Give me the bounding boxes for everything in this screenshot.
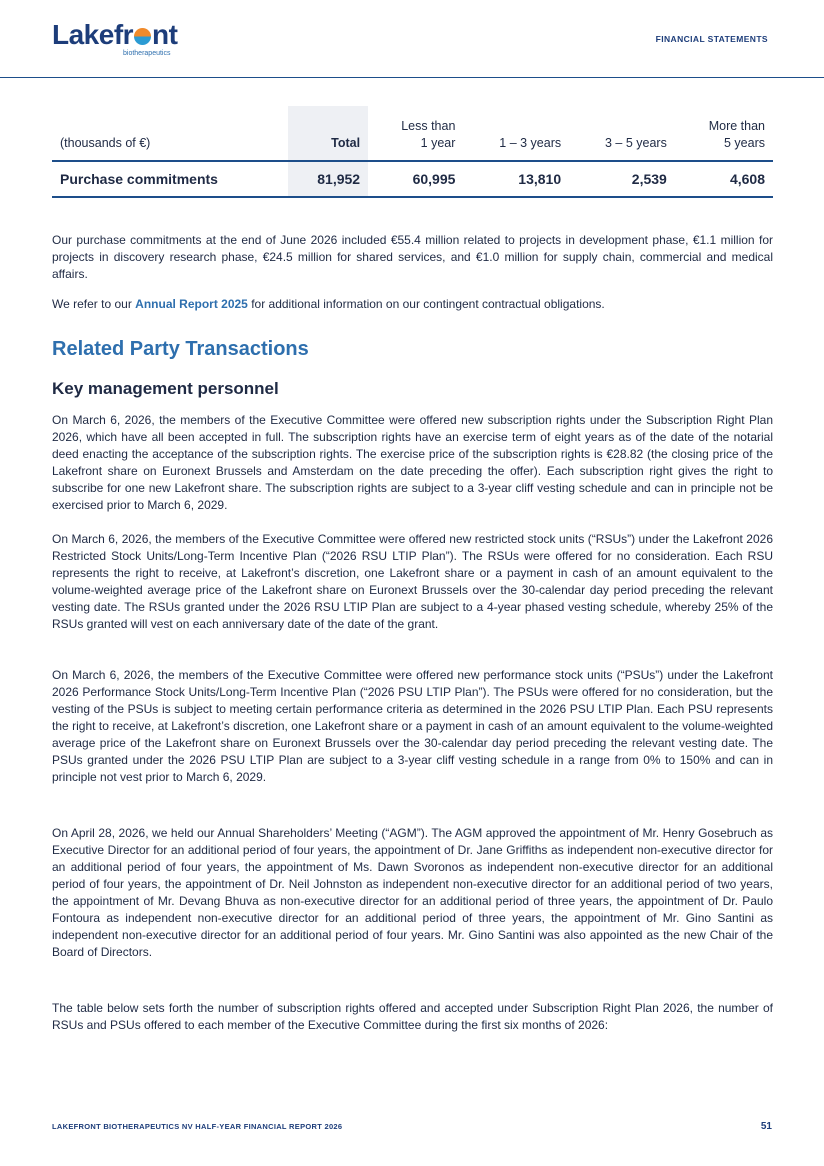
page-number: 51 bbox=[760, 1121, 772, 1132]
psu-paragraph: On March 6, 2026, the members of the Executive Committee were offered new performance stock units (“PSUs”) under the Lakefront 2026 Performance Stock Units/Long-Term Incentive Plan (“2026 PSU LTIP Plan”). The PSUs were offered for no consideration, but the vesting of the PSUs is subject to meeting certain performance criteria as determined in the 2026 PSU LTIP Plan. Each PSU represents the right to receive, at Lakefront’s discretion, one Lakefront share or a payment in cash of an amount equivalent to the volume-weighted average price of the Lakefront share on Euronext Brussels over the 30-calendar day period preceding the relevant vesting date. The PSUs granted under the 2026 PSU LTIP Plan are subject to a 3-year cliff vesting schedule in a range from 0% to 150% and can in principle not vest prior to March 6, 2029. bbox=[52, 668, 773, 784]
header-divider bbox=[0, 77, 824, 78]
commitments-paragraph: Our purchase commitments at the end of June 2026 included €55.4 million related to projects in development phase, €1.1 million for projects in discovery research phase, €24.5 million for shared services, and €1.0 million for supply chain, commercial and medical affairs. bbox=[52, 233, 773, 281]
col-header-unit: (thousands of €) bbox=[60, 136, 151, 150]
subscription-rights-paragraph: On March 6, 2026, the members of the Executive Committee were offered new subscription rights under the Subscription Right Plan 2026, which have all been accepted in full. The subscription rights have an exercise term of eight years as of the date of the notarial deed enacting the acceptance of the subscription rights. The exercise price of the subscription rights is €28.82 (the closing price of the Lakefront share on Euronext Brussels and Amsterdam on the date preceding the offer). Each subscription right gives the right to subscribe for one new Lakefront share. The subscription rights are subject to a 3-year cliff vesting schedule and can in principle not be exercised prior to March 6, 2029. bbox=[52, 413, 773, 512]
subsection-heading-key-management: Key management personnel bbox=[52, 379, 279, 398]
cell-more-than-5-years: 4,608 bbox=[675, 161, 773, 197]
col-header-less-than-1-year: Less than 1 year bbox=[401, 119, 456, 150]
cell-less-than-1-year: 60,995 bbox=[368, 161, 463, 197]
refer-paragraph: We refer to our Annual Report 2025 for additional information on our contingent contractual obligations. bbox=[52, 297, 605, 311]
col-header-total: Total bbox=[288, 106, 368, 161]
rsu-paragraph: On March 6, 2026, the members of the Executive Committee were offered new restricted stock units (“RSUs”) under the Lakefront 2026 Restricted Stock Units/Long-Term Incentive Plan (“2026 RSU LTIP Plan”). The RSUs were offered for no consideration. Each RSU represents the right to receive, at Lakefront’s discretion, one Lakefront share or a payment in cash of an amount equivalent to the volume-weighted average price of the Lakefront share on Euronext Brussels over the 30-calendar day period preceding the relevant vesting date. The RSUs granted under the 2026 RSU LTIP Plan are subject to a 4-year phased vesting schedule, whereby 25% of the RSUs granted will vest on each anniversary date of the date of the grant. bbox=[52, 532, 773, 631]
purchase-commitments-table bbox=[52, 106, 773, 198]
col-header-3-5-years: 3 – 5 years bbox=[604, 136, 667, 150]
logo-tagline: biotherapeutics bbox=[123, 50, 171, 57]
section-title: FINANCIAL STATEMENTS bbox=[655, 34, 768, 44]
col-header-1-3-years: 1 – 3 years bbox=[499, 136, 562, 150]
logo-o-icon bbox=[134, 28, 151, 45]
footer-report-title: LAKEFRONT BIOTHERAPEUTICS NV HALF-YEAR FINANCIAL REPORT 2026 bbox=[52, 1122, 343, 1131]
cell-3-5-years: 2,539 bbox=[569, 161, 675, 197]
table-row bbox=[52, 161, 773, 197]
agm-paragraph: On April 28, 2026, we held our Annual Shareholders’ Meeting (“AGM”). The AGM approved the appointment of Mr. Henry Gosebruch as Executive Director for an additional period of four years, the appointment of Dr. Jane Griffiths as independent non-executive director for an additional period of four years, the appointment of Ms. Dawn Svoronos as independent non-executive director for an additional period of four years, the appointment of Dr. Neil Johnston as independent non-executive director for an additional period of two years, the appointment of Mr. Devang Bhuva as non-executive director for an additional period of three years, the appointment of Dr. Paulo Fontoura as independent non-executive director for an additional period of three years, the appointment of Mr. Gino Santini as independent non-executive director for an additional period of four years. Mr. Gino Santini was also appointed as the new Chair of the Board of Directors. bbox=[52, 826, 773, 959]
company-logo bbox=[52, 19, 178, 57]
annual-report-link[interactable]: Annual Report 2025 bbox=[135, 297, 248, 311]
table-header-row bbox=[52, 106, 773, 161]
cell-1-3-years: 13,810 bbox=[463, 161, 569, 197]
logo-wordmark: Lakefr nt bbox=[52, 19, 178, 50]
cell-total: 81,952 bbox=[288, 161, 368, 197]
section-heading-related-party: Related Party Transactions bbox=[52, 338, 309, 360]
table-intro-paragraph: The table below sets forth the number of subscription rights offered and accepted under Subscription Right Plan 2026, the number of RSUs and PSUs offered to each member of the Executive Committee during the first six months of 2026: bbox=[52, 1001, 773, 1032]
col-header-more-than-5-years: More than 5 years bbox=[708, 119, 765, 150]
page-header bbox=[0, 0, 824, 78]
row-label: Purchase commitments bbox=[52, 161, 288, 197]
